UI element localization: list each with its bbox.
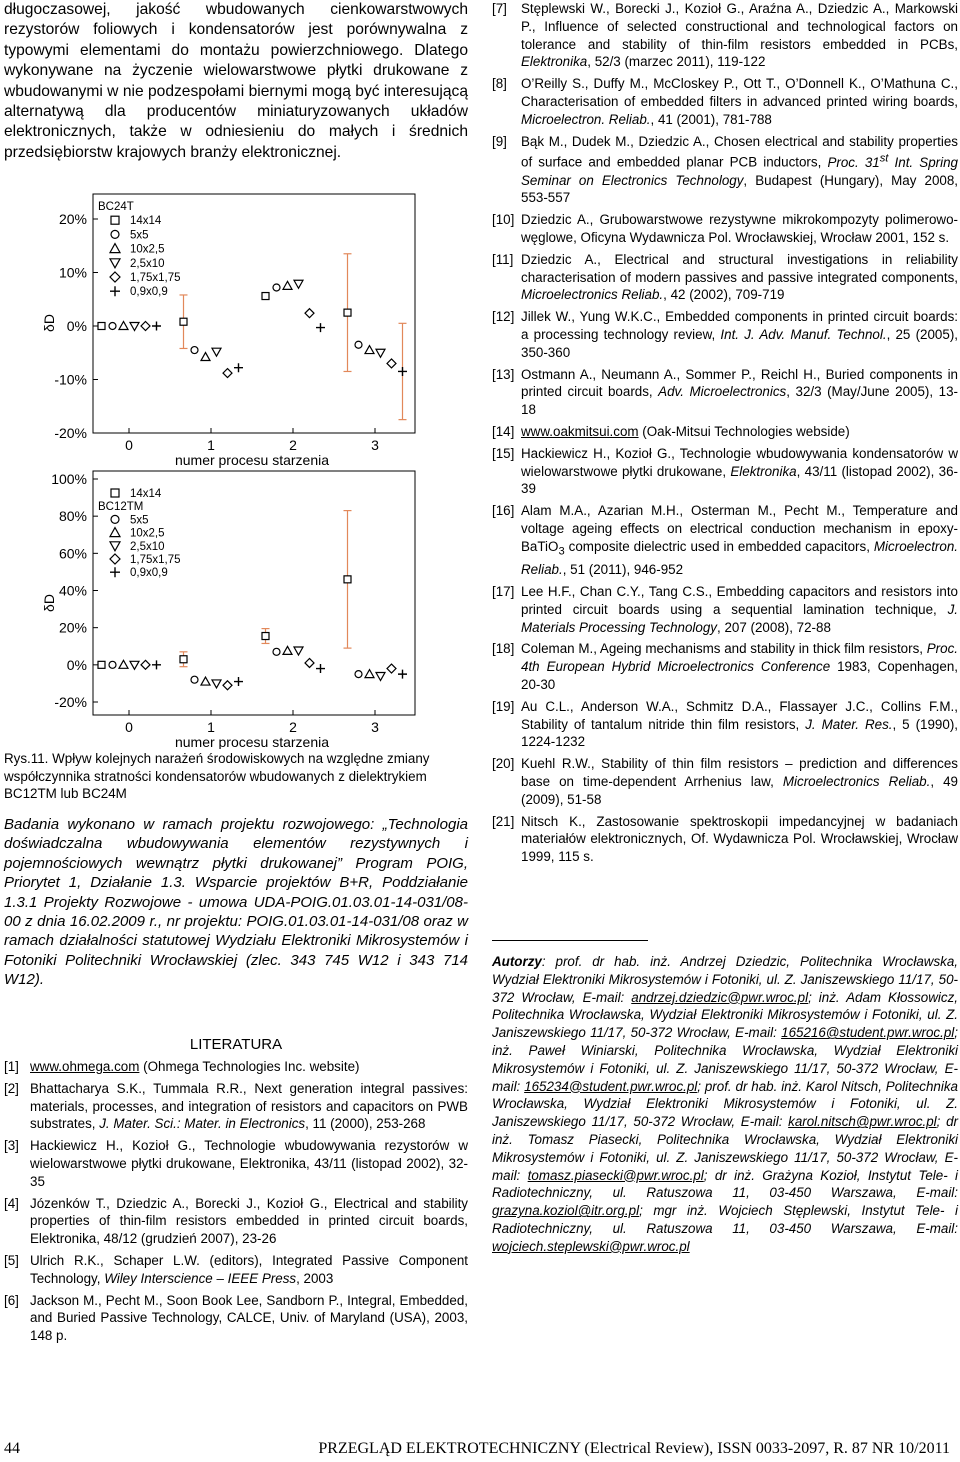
y-tick-label: 80%: [58, 508, 87, 525]
data-point: [398, 367, 407, 376]
reference-text: www.oakmitsui.com (Oak-Mitsui Technologies webside): [521, 424, 850, 439]
reference-text: Lee H.F., Chan C.Y., Tang C.S., Embedding capacitors and resistors into printed circuit boards using a sequential lamination technique, J. Materials Processing Technology, 207 (2008), 72-88: [521, 584, 958, 635]
reference-item: [4, 1137, 468, 1190]
y-tick-label: 100%: [51, 471, 87, 487]
data-point: [212, 680, 221, 688]
data-point: [294, 647, 303, 655]
data-point: [141, 660, 150, 669]
data-point: [180, 656, 187, 663]
reference-text: Dziedzic A., Electrical and structural investigations in reliability characterisation of modern passives and passive integrated components, Microelectronics Reliab., 42 (2002), 709-719: [521, 251, 958, 303]
data-point: [152, 660, 161, 669]
data-point: [109, 661, 116, 668]
y-tick-label: -20%: [54, 425, 87, 441]
data-point: [365, 670, 374, 678]
series-3: [130, 647, 385, 688]
data-point: [141, 322, 150, 331]
legend-label: 14x14: [130, 215, 162, 228]
reference-text: Józenków T., Dziedzic A., Borecki J., Kozioł G., Electrical and stability properties of thin-film resistors embedded in printed circuit boards, Elektronika, 48/12 (grudzień 2007), 23-26: [30, 1195, 468, 1247]
y-tick-label: -20%: [54, 694, 87, 710]
x-tick-label: 0: [125, 437, 133, 453]
x-tick-label: 3: [371, 437, 379, 453]
data-point: [130, 661, 139, 669]
series-5: [152, 322, 407, 420]
y-tick-label: 20%: [58, 619, 87, 636]
legend-marker: [111, 489, 119, 497]
intro-paragraph: długoczasowej, jakość wbudowanych cienkowarstwowych rezystorów foliowych i kondensatorów jest porównywalna z typowymi elementami do montażu powierzchniowego. Dlatego wykonywane na życzenie wielowarstwowe płytki drukowane z wbudowanymi w nie podzespołami biernymi mogą być interesującą alternatywą dla producentów miniaturyzowanych układów elektronicznych, także w odniesieniu do małych i średnich przedsiębiorstw krajowych branży elektronicznej.: [4, 1, 468, 161]
reference-text: Ulrich R.K., Schaper L.W. (editors), Integrated Passive Component Technology, Wiley Interscience – IEEE Press, 2003: [30, 1252, 468, 1286]
data-point: [152, 322, 161, 331]
left-column: [4, 0, 468, 1344]
data-point: [191, 676, 198, 683]
reference-item: [492, 366, 958, 419]
reference-number: [10]: [492, 212, 515, 228]
legend-label: 5x5: [130, 229, 149, 242]
reference-text: O’Reilly S., Duffy M., McCloskey P., Ott T., O’Donnell K., O’Mathuna C., Characterisation of embedded filters in advanced printed wiring boards, Microelectron. Reliab., 41 (2001), 781-788: [521, 76, 958, 127]
data-point: [273, 284, 280, 291]
data-point: [212, 348, 221, 356]
data-point: [283, 646, 292, 654]
data-point: [223, 369, 232, 378]
reference-text: Bąk M., Dudek M., Dziedzic A., Chosen electrical and stability properties of surface and embedded planar PCB inductors, Proc. 31st Int. Spring Seminar on Electronics Technology, Budapest (Hungary), May 2008, 553-557: [521, 133, 959, 206]
acknowledgement: Badania wykonano w ramach projektu rozwojowego: „Technologia doświadczalna wbudowywania elementów rezystywnych i pojemnościowych wewnątrz płytki drukowanej” Program POIG, Priorytet 1, Działanie 1.3. Wsparcie projektów B+R, Poddziałanie 1.3.1 Projekty Rozwojowe - umowa UDA-POIG.01.03.01-14-031/08-00 z dnia 16.02.2009 r., nr projektu: POIG.01.03.01-14-031/08 oraz w ramach działalności statutowej Wydziału Elektroniki Mikrosystemów i Fotoniki Politechniki Wrocławskiej (zlec. 343 745 W12 i 343 714 W12).: [4, 816, 468, 989]
data-point: [273, 648, 280, 655]
reference-number: [8]: [492, 76, 507, 92]
reference-number: [21]: [492, 813, 515, 829]
legend-label: 2,5x10: [130, 257, 165, 270]
reference-item: [4, 1195, 468, 1248]
data-point: [234, 363, 243, 372]
reference-number: [17]: [492, 584, 515, 600]
y-tick-label: 60%: [58, 545, 87, 562]
y-tick-label: 0%: [66, 656, 87, 673]
x-tick-label: 2: [289, 437, 297, 453]
authors-block: Autorzy: prof. dr hab. inż. Andrzej Dziedzic, Politechnika Wrocławska, Wydział Elektroniki Mikrosystemów i Fotoniki, ul. Z. Janiszewskiego 11/17, 50-372 Wrocław, E-mail: andrzej.dziedzic@pwr.wroc.pl; inż. Adam Kłossowicz, Politechnika Wrocławska, Wydział Elektroniki Mikrosystemów i Fotoniki, ul. Z. Janiszewskiego 11/17, 50-372 Wrocław, E-mail: 165216@student.pwr.wroc.pl; inż. Paweł Winiarski, Politechnika Wrocławska, Wydział Elektroniki Mikrosystemów i Fotoniki, ul. Z. Janiszewskiego 11/17, 50-372 Wrocław, E-mail: 165234@student.pwr.wroc.pl; prof. dr hab. inż. Karol Nitsch, Politechnika Wrocławska, Wydział Elektroniki Mikrosystemów i Fotoniki, ul. Z. Janiszewskiego 11/17, 50-372 Wrocław, E-mail: karol.nitsch@pwr.wroc.pl; dr inż. Tomasz Piasecki, Politechnika Wrocławska, Wydział Elektroniki Mikrosystemów i Fotoniki, ul. Z. Janiszewskiego 11/17, 50-372 Wrocław, E-mail: tomasz.piasecki@pwr.wroc.pl; dr inż. Grażyna Kozioł, Instytut Tele- i Radiotechniczny, ul. Ratuszowa 11, 03-450 Warszawa, E-mail: grazyna.koziol@itr.org.pl; mgr inż. Wojciech Stęplewski, Instytut Tele- i Radiotechniczny, ul. Ratuszowa 11, 03-450 Warszawa, E-mail: wojciech.steplewski@pwr.wroc.pl: [492, 954, 958, 1254]
data-point: [223, 681, 232, 690]
reference-text: Kuehl R.W., Stability of thin film resistors – prediction and differences base on time-dependent Arrhenius law, Microelectronics Reliab., 49 (2009), 51-58: [521, 756, 959, 807]
reference-text: Jackson M., Pecht M., Soon Book Lee, Sandborn P., Integral, Embedded, and Buried Passive Technology, CALCE, Univ. of Maryland (USA), 2003, 148 p.: [30, 1292, 468, 1344]
literatura-heading: LITERATURA: [189, 1036, 283, 1053]
reference-number: [5]: [4, 1252, 19, 1268]
data-point: [355, 341, 362, 348]
reference-number: [7]: [492, 1, 507, 16]
y-tick-label: 20%: [58, 211, 87, 227]
reference-number: [19]: [492, 698, 515, 714]
reference-number: [20]: [492, 756, 515, 772]
legend-marker: [110, 528, 120, 537]
reference-item: [492, 583, 958, 636]
reference-text: Jillek W., Yung W.K.C., Embedded components in printed circuit boards: a processing technology review, Int. J. Adv. Manuf. Technol., 25 (2005), 350-360: [521, 309, 959, 360]
x-tick-label: 1: [207, 719, 215, 735]
reference-item: [4, 1058, 468, 1076]
data-point: [201, 677, 210, 685]
data-point: [355, 671, 362, 678]
legend-marker: [110, 244, 120, 253]
legend-title: BC12TM: [98, 501, 144, 514]
reference-item: [492, 445, 958, 498]
reference-text: Nitsch K., Zastosowanie spektroskopii impedancyjnej w badaniach materiałów elektronicznych, Of. Wydawnicza Pol. Wrocławskiej, Wrocław 1999, 115 s.: [521, 813, 958, 865]
legend-marker: [110, 542, 120, 551]
reference-item: [492, 211, 958, 247]
y-axis-label: δD: [41, 594, 57, 612]
data-point: [262, 633, 269, 640]
data-point: [398, 670, 407, 679]
reference-number: [18]: [492, 641, 515, 657]
data-point: [119, 322, 128, 330]
legend-label: 1,75x1,75: [130, 554, 181, 566]
reference-number: [16]: [492, 503, 515, 519]
legend-label: 14x14: [130, 488, 162, 500]
reference-number: [14]: [492, 424, 515, 439]
reference-item: [492, 640, 958, 693]
x-tick-label: 0: [125, 719, 133, 735]
x-axis-label: numer procesu starzenia: [174, 734, 330, 749]
reference-item: [492, 423, 958, 441]
journal-name: PRZEGLĄD ELEKTROTECHNICZNY (Electrical Review), ISSN 0033-2097, R. 87 NR 10/2011: [318, 1440, 950, 1457]
reference-item: [492, 813, 958, 866]
legend-title: BC24T: [98, 201, 134, 213]
reference-item: [492, 0, 958, 71]
y-tick-label: 40%: [58, 582, 87, 599]
reference-item: [4, 1292, 468, 1345]
data-point: [387, 664, 396, 673]
reference-number: [3]: [4, 1138, 19, 1154]
reference-item: [492, 502, 958, 579]
reference-text: Stęplewski W., Borecki J., Kozioł G., Araźna A., Dziedzic A., Markowski P., Influence of selected constructional and technological factors on tolerance and stability of thin-film resistors embedded in PCBs, Elektronika, 52/3 (marzec 2011), 119-122: [521, 1, 958, 70]
data-point: [201, 353, 210, 361]
legend: [98, 201, 181, 298]
legend-marker: [110, 567, 120, 577]
references-list-left: [4, 1058, 468, 1349]
reference-number: [11]: [492, 251, 514, 267]
page-footer: [0, 1440, 960, 1460]
reference-number: [6]: [4, 1292, 19, 1308]
data-point: [262, 293, 269, 300]
reference-item: [4, 1080, 468, 1133]
legend-label: 1,75x1,75: [130, 272, 181, 284]
series-2: [119, 646, 374, 685]
data-point: [234, 677, 243, 686]
data-point: [283, 281, 292, 289]
x-axis-label: numer procesu starzenia: [174, 452, 330, 468]
data-point: [376, 349, 385, 357]
reference-text: Coleman M., Ageing mechanisms and stability in thick film resistors, Proc. 4th European Hybrid Microelectronics Conference 1983, Copenhagen, 20-30: [521, 641, 958, 693]
x-tick-label: 3: [371, 719, 379, 735]
y-tick-label: -10%: [54, 371, 87, 388]
reference-text: www.ohmega.com (Ohmega Technologies Inc. website): [30, 1059, 360, 1074]
data-point: [294, 280, 303, 288]
legend-label: 0,9x0,9: [130, 286, 168, 299]
y-tick-label: 0%: [66, 318, 87, 334]
data-point: [365, 346, 374, 354]
legend-marker: [110, 272, 120, 282]
data-point: [98, 323, 105, 330]
author-separator: [492, 940, 648, 941]
reference-text: Au C.L., Anderson W.A., Schmitz D.A., Flassayer J.C., Collins F.M., Stability of tantalum nitride thin film resistors, J. Mater. Res., 5 (1990), 1224-1232: [521, 698, 958, 750]
chart-bc12tm: [4, 467, 468, 749]
data-point: [376, 672, 385, 680]
x-tick-label: 1: [207, 437, 215, 453]
reference-number: [13]: [492, 366, 515, 382]
reference-item: [492, 251, 958, 304]
reference-item: [492, 308, 958, 361]
reference-number: [15]: [492, 445, 515, 461]
y-tick-label: 10%: [58, 264, 87, 281]
data-point: [305, 658, 314, 667]
data-point: [344, 576, 351, 583]
legend-marker: [110, 286, 120, 296]
reference-text: Alam M.A., Azarian M.H., Osterman M., Pecht M., Temperature and voltage ageing effects on electrical conduction mechanism in epoxy-BaTiO$_3$ composite dielectric used in embedded capacitors, Microelectron. Reliab., 51 (2011), 946-952: [521, 503, 958, 578]
data-point: [316, 323, 325, 332]
reference-item: [492, 75, 958, 128]
reference-number: [12]: [492, 309, 515, 325]
data-point: [130, 323, 139, 331]
data-point: [344, 309, 351, 316]
reference-item: [492, 755, 958, 808]
chart-bc24t: [4, 193, 468, 468]
legend-label: 2,5x10: [130, 540, 165, 553]
legend-label: 0,9x0,9: [130, 567, 168, 580]
reference-item: [4, 1252, 468, 1288]
page-number: 44: [4, 1440, 20, 1457]
reference-text: Hackiewicz H., Kozioł G., Technologie wbudowywania rezystorów w wielowarstwowe płytki drukowane, Elektronika, 43/11 (listopad 2002), 32-35: [30, 1138, 468, 1189]
reference-item: [492, 698, 958, 751]
reference-number: [9]: [492, 133, 507, 149]
reference-text: Dziedzic A., Grubowarstwowe rezystywne mikrokompozyty polimerowo-węglowe, Oficyna Wydawnicza Pol. Wrocławskiej, Wrocław 2001, 152 s.: [521, 212, 958, 246]
legend-marker: [111, 230, 119, 238]
reference-number: [2]: [4, 1080, 19, 1096]
reference-text: Ostmann A., Neumann A., Sommer P., Reichl H., Buried components in printed circuit boards, Adv. Microelectronics, 32/3 (May/June 2005), 13-18: [521, 366, 958, 418]
data-point: [191, 347, 198, 354]
reference-number: [1]: [4, 1059, 19, 1074]
legend: [98, 488, 181, 579]
legend-marker: [110, 259, 120, 268]
data-point: [119, 660, 128, 668]
reference-number: [4]: [4, 1195, 19, 1211]
x-tick-label: 2: [289, 719, 297, 735]
legend-label: 10x2,5: [130, 527, 165, 540]
legend-marker: [111, 515, 119, 523]
data-point: [109, 323, 116, 330]
y-axis-label: δD: [41, 314, 57, 332]
series-3: [130, 280, 385, 357]
legend-marker: [111, 216, 119, 224]
data-point: [305, 309, 314, 318]
reference-item: [492, 133, 958, 208]
legend-marker: [110, 554, 120, 564]
data-point: [387, 359, 396, 368]
data-point: [98, 661, 105, 668]
figure-caption: Rys.11. Wpływ kolejnych narażeń środowiskowych na względne zmiany współczynnika stratności kondensatorów wbudowanych z dielektrykiem BC12TM lub BC24M: [4, 751, 430, 802]
data-point: [316, 664, 325, 673]
reference-text: Bhattacharya S.K., Tummala R.R., Next generation integral passives: materials, processes, and integration of resistors and capacitors on PWB substrates, J. Mater. Sci.: Mater. in Electronics, 11 (2000), 253-268: [30, 1080, 468, 1132]
data-point: [180, 318, 187, 325]
legend-label: 10x2,5: [130, 243, 165, 256]
reference-text: Hackiewicz H., Kozioł G., Technologie wbudowywania kondensatorów w wielowarstwowe płytki drukowane, Elektronika, 43/11 (listopad 2002), 36-39: [521, 445, 958, 497]
legend-label: 5x5: [130, 514, 149, 527]
references-list-right: [492, 0, 958, 870]
